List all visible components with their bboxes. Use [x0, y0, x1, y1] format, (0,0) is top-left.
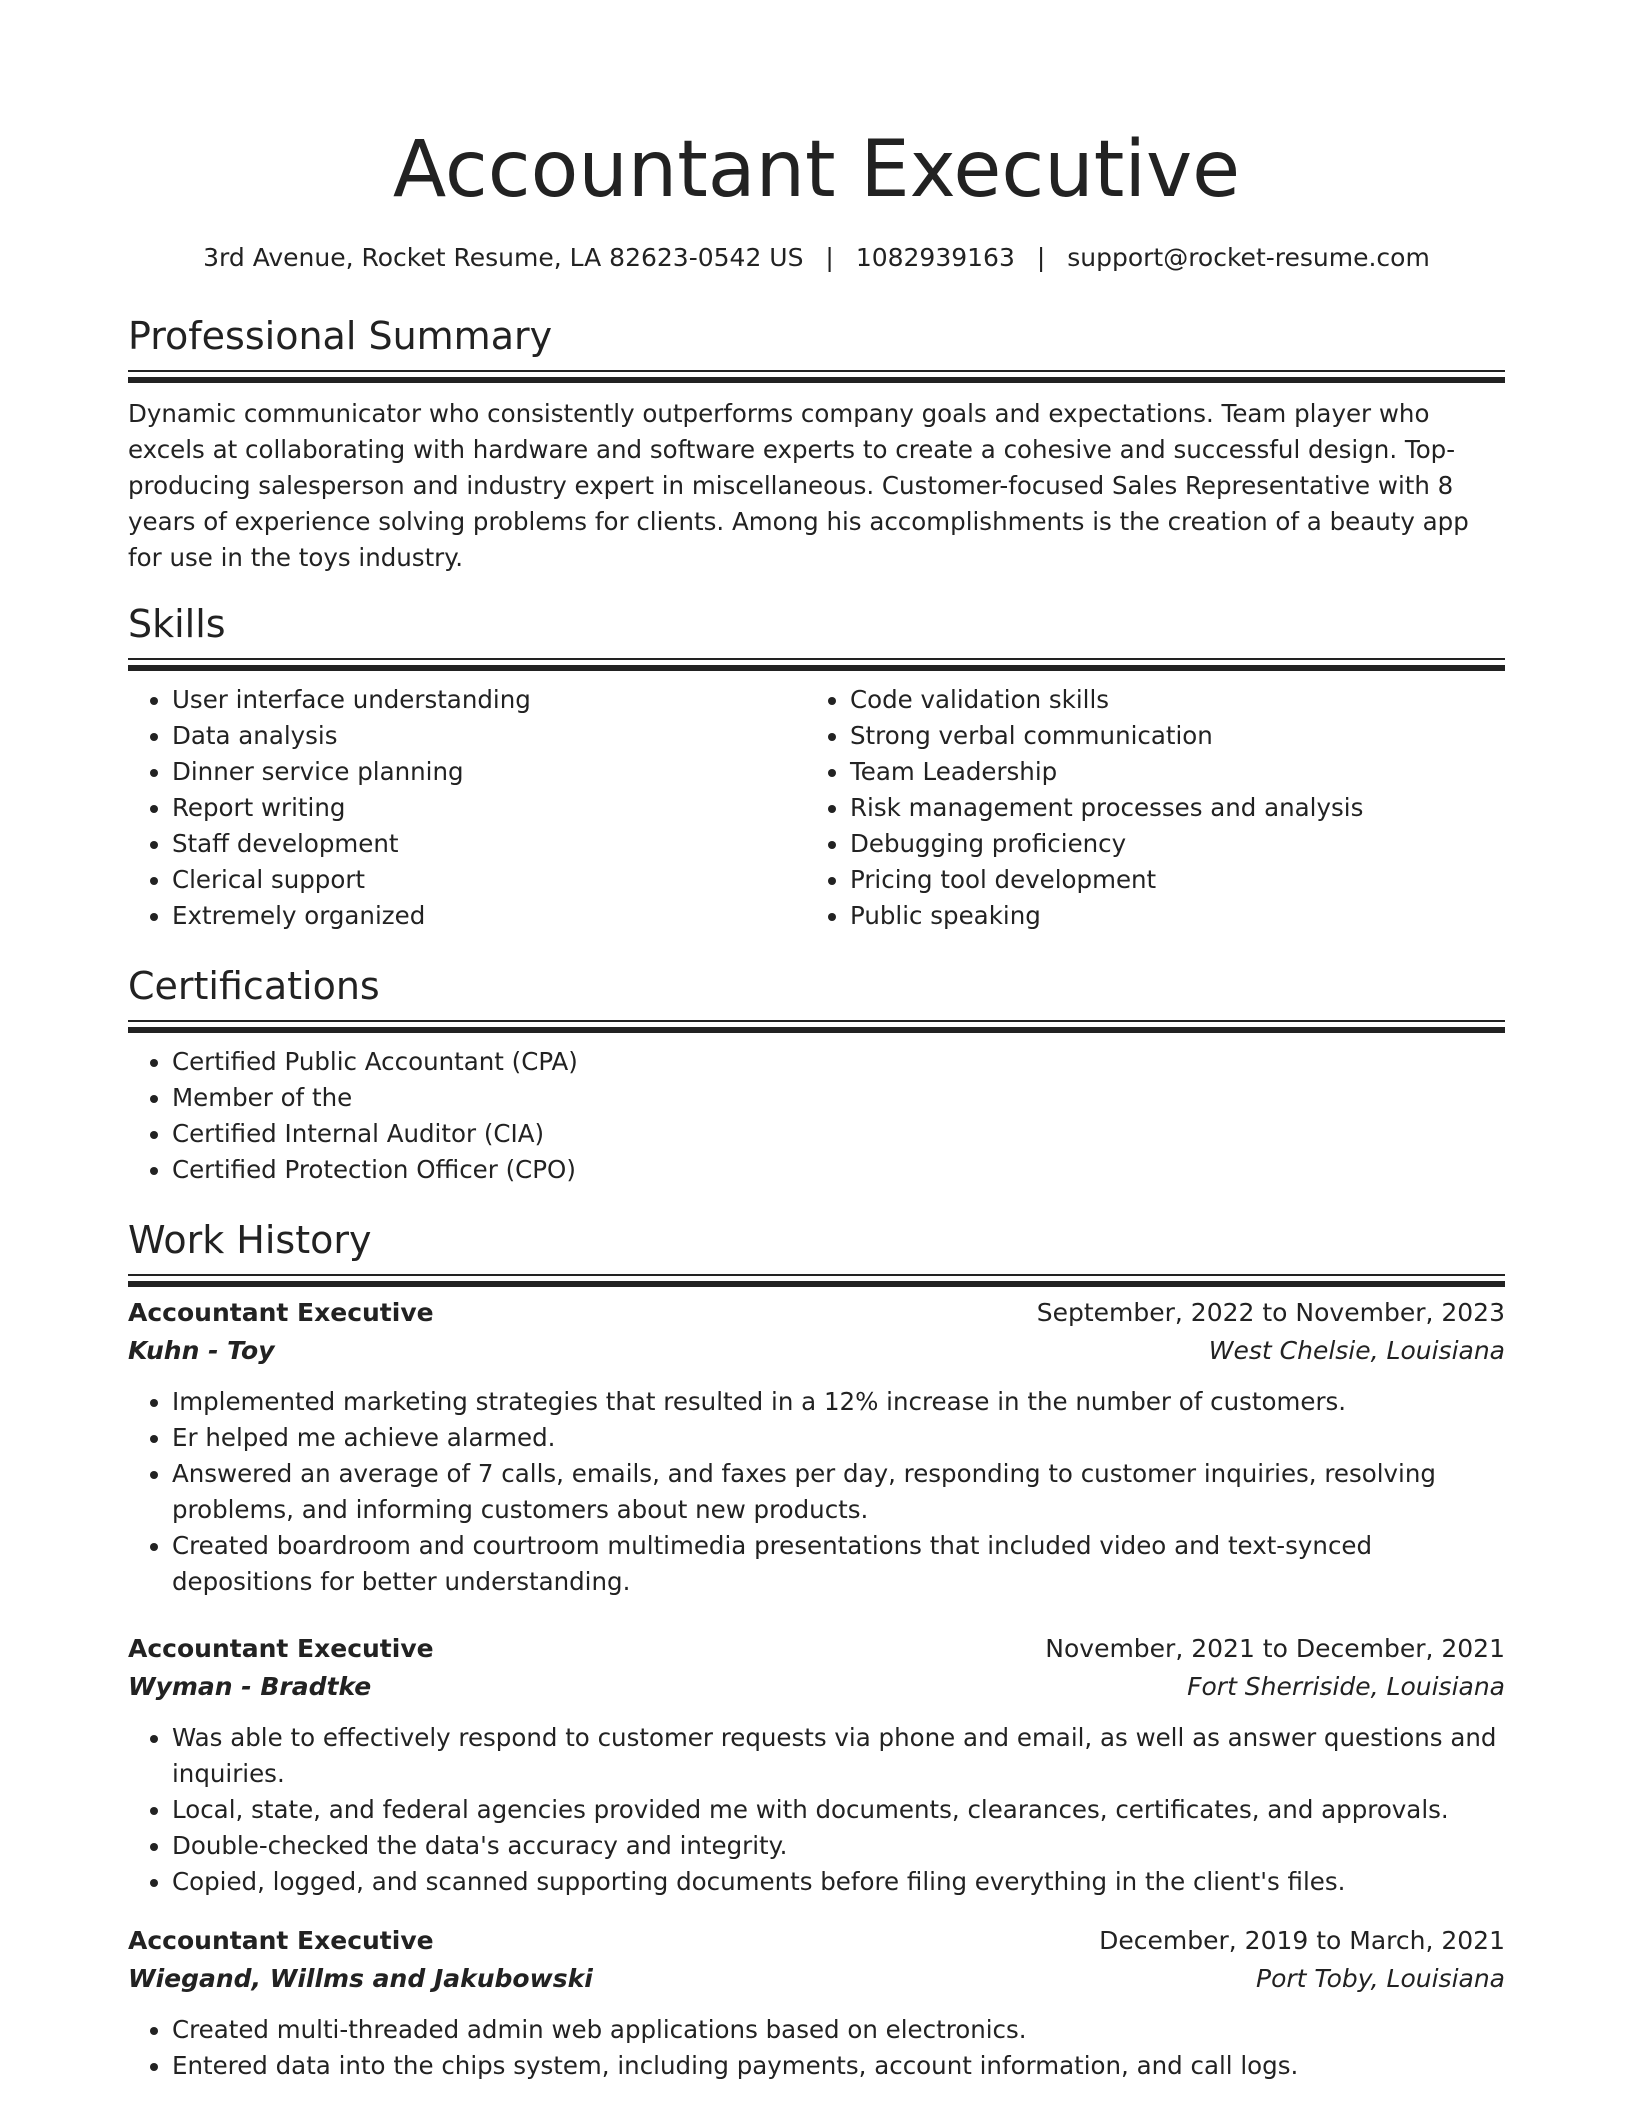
skill-item: • Pricing tool development	[850, 862, 1484, 898]
skill-item: • Team Leadership	[850, 754, 1484, 790]
skills-columns	[128, 682, 1505, 934]
job-location: Fort Sherriside, Louisiana	[1187, 1672, 1505, 1701]
job-bullet: • Created boardroom and courtroom multimedia presentations that included video and text-synced depositions for better understanding.	[172, 1528, 1505, 1600]
job-dates: September, 2022 to November, 2023	[1036, 1298, 1505, 1327]
certification-item: • Member of the	[172, 1080, 1505, 1116]
job-company-row	[128, 1960, 1505, 1998]
job-company-row	[128, 1668, 1505, 1706]
job-location: West Chelsie, Louisiana	[1208, 1336, 1505, 1365]
job-dates: November, 2021 to December, 2021	[1045, 1634, 1505, 1663]
certification-item: • Certified Public Accountant (CPA)	[172, 1044, 1505, 1080]
job-location: Port Toby, Louisiana	[1256, 1964, 1505, 1993]
job-title: Accountant Executive	[128, 1298, 434, 1327]
job-bullet: • Was able to effectively respond to customer requests via phone and email, as well as answer questions and inquiries.	[172, 1720, 1505, 1792]
job-bullet: • Er helped me achieve alarmed.	[172, 1420, 1505, 1456]
skill-item: • Clerical support	[172, 862, 806, 898]
job-entry	[128, 1294, 1505, 1600]
job-title: Accountant Executive	[128, 1926, 434, 1955]
job-bullet: • Created multi-threaded admin web applications based on electronics.	[172, 2012, 1505, 2048]
work-history-section	[128, 1216, 1505, 2084]
skills-list-left	[128, 682, 806, 934]
job-bullet: • Double-checked the data's accuracy and integrity.	[172, 1828, 1505, 1864]
contact-phone: 1082939163	[855, 243, 1015, 272]
job-bullet: • Implemented marketing strategies that resulted in a 12% increase in the number of customers.	[172, 1384, 1505, 1420]
skill-item: • Public speaking	[850, 898, 1484, 934]
job-header-row	[128, 1922, 1505, 1960]
section-title-skills: Skills	[128, 602, 226, 646]
skill-item: • Risk management processes and analysis	[850, 790, 1484, 826]
job-entry	[128, 1630, 1505, 1900]
section-title-certifications: Certifications	[128, 964, 380, 1008]
job-company: Wiegand, Willms and Jakubowski	[128, 1964, 593, 1993]
section-divider	[128, 1274, 1505, 1276]
job-company: Wyman - Bradtke	[128, 1672, 372, 1701]
skill-item: • User interface understanding	[172, 682, 806, 718]
job-bullets	[128, 1720, 1505, 1900]
job-company: Kuhn - Toy	[128, 1336, 275, 1365]
resume-name: Accountant Executive	[392, 125, 1241, 215]
job-entry	[128, 1922, 1505, 2084]
skill-item: • Report writing	[172, 790, 806, 826]
skill-item: • Dinner service planning	[172, 754, 806, 790]
skill-item: • Staff development	[172, 826, 806, 862]
skills-section	[128, 600, 1505, 934]
job-bullet: • Answered an average of 7 calls, emails, and faxes per day, responding to customer inquiries, resolving problems, and informing customers about new products.	[172, 1456, 1505, 1528]
skill-item: • Strong verbal communication	[850, 718, 1484, 754]
section-divider	[128, 658, 1505, 660]
contact-separator: |	[1036, 243, 1046, 272]
job-dates: December, 2019 to March, 2021	[1099, 1926, 1505, 1955]
skills-column-right	[806, 682, 1484, 934]
skill-item: • Extremely organized	[172, 898, 806, 934]
certifications-list	[128, 1044, 1505, 1188]
job-bullet: • Copied, logged, and scanned supporting documents before filing everything in the client's files.	[172, 1864, 1505, 1900]
contact-separator: |	[825, 243, 834, 272]
job-bullet: • Entered data into the chips system, including payments, account information, and call logs.	[172, 2048, 1505, 2084]
section-divider	[128, 370, 1505, 372]
skill-item: • Code validation skills	[850, 682, 1484, 718]
job-bullets	[128, 2012, 1505, 2084]
job-header-row	[128, 1630, 1505, 1668]
skill-item: • Debugging proficiency	[850, 826, 1484, 862]
resume-page	[128, 0, 1505, 2084]
certification-item: • Certified Internal Auditor (CIA)	[172, 1116, 1505, 1152]
job-title: Accountant Executive	[128, 1634, 434, 1663]
skill-item: • Data analysis	[172, 718, 806, 754]
certifications-section	[128, 962, 1505, 1188]
skills-column-left	[128, 682, 806, 934]
job-bullet: • Local, state, and federal agencies provided me with documents, clearances, certificates, and approvals.	[172, 1792, 1505, 1828]
contact-line	[128, 242, 1505, 274]
contact-email: support@rocket-resume.com	[1067, 243, 1430, 272]
certification-item: • Certified Protection Officer (CPO)	[172, 1152, 1505, 1188]
job-bullets	[128, 1384, 1505, 1600]
section-divider	[128, 1020, 1505, 1022]
summary-text: Dynamic communicator who consistently outperforms company goals and expectations. Team player who excels at collaborating with hardware and software experts to create a cohesive and successful design. Top-producing salesperson and industry expert in miscellaneous. Customer-focused Sales Representative with 8 years of experience solving problems for clients. Among his accomplishments is the creation of a beauty app for use in the toys industry.	[128, 399, 1469, 572]
job-company-row	[128, 1332, 1505, 1370]
skills-list-right	[806, 682, 1484, 934]
summary-section	[128, 312, 1505, 576]
section-title-summary: Professional Summary	[128, 314, 553, 358]
job-header-row	[128, 1294, 1505, 1332]
contact-address: 3rd Avenue, Rocket Resume, LA 82623-0542 US	[203, 243, 804, 272]
section-title-work-history: Work History	[128, 1218, 372, 1262]
